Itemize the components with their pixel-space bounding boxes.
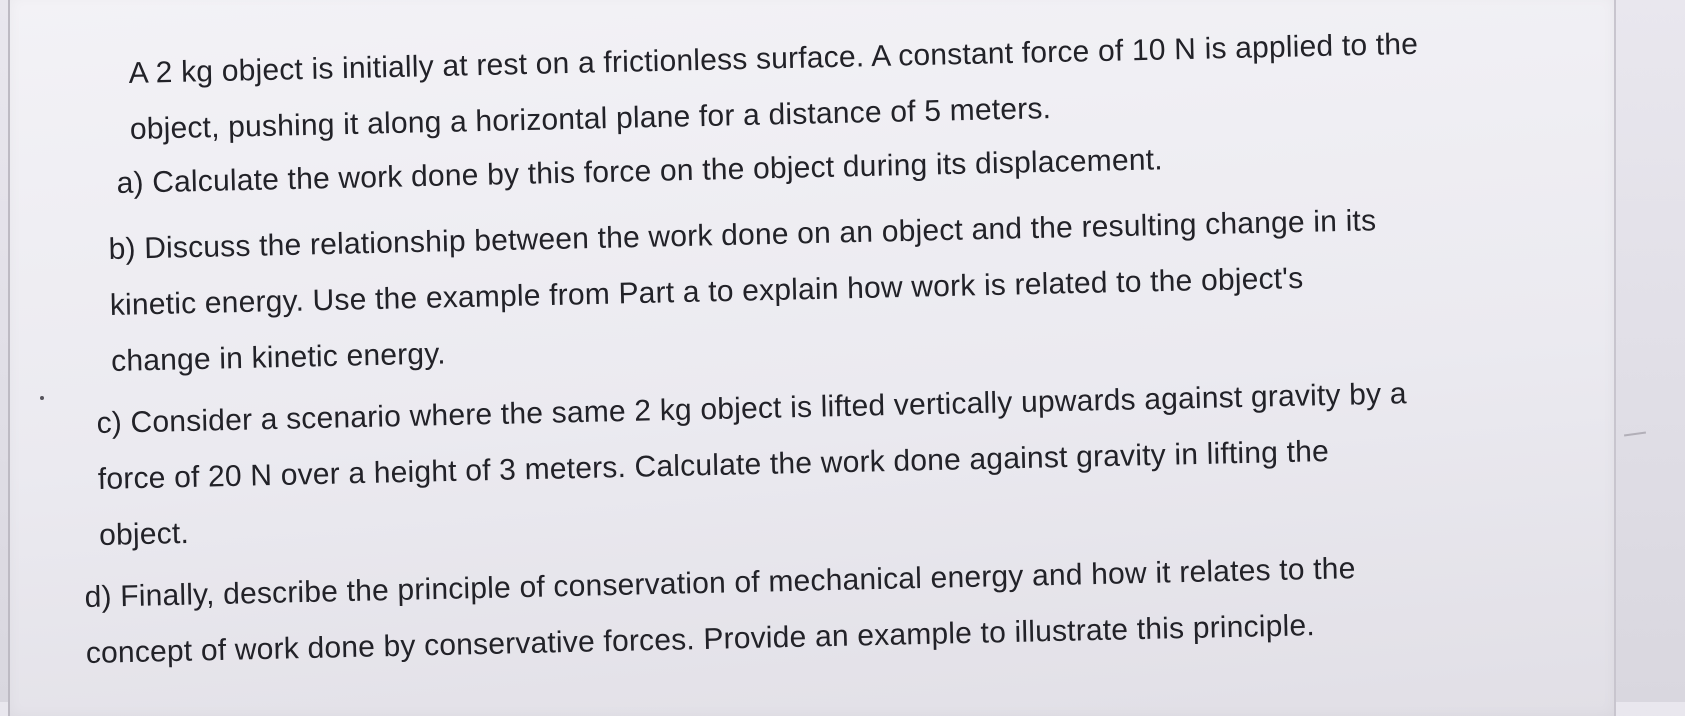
intro-line-2: object, pushing it along a horizontal plane for a distance of 5 meters. (129, 92, 1052, 146)
margin-dot (40, 396, 44, 400)
part-c-line-2: force of 20 N over a height of 3 meters. Calculate the work done against gravity in lifting the (97, 435, 1330, 496)
right-edge-tick-mark (1624, 431, 1646, 436)
part-d-line-2: concept of work done by conservative forces. Provide an example to illustrate this principle. (85, 609, 1316, 670)
problem-intro (128, 17, 1420, 158)
part-d-line-1: d) Finally, describe the principle of conservation of mechanical energy and how it relates to the (84, 552, 1356, 614)
part-c-line-1: c) Consider a scenario where the same 2 kg object is lifted vertically upwards against gravity by a (96, 377, 1408, 440)
part-b-line-2: kinetic energy. Use the example from Part a to explain how work is related to the object's (109, 261, 1304, 322)
part-b (108, 193, 1379, 390)
part-a-line-1: a) Calculate the work done by this force on the object during its displacement. (116, 143, 1164, 200)
part-b-line-3: change in kinetic energy. (110, 337, 447, 378)
intro-line-1: A 2 kg object is initially at rest on a frictionless surface. A constant force of 10 N is applied to the (128, 27, 1419, 90)
part-c-line-3: object. (98, 516, 190, 552)
part-d (84, 541, 1357, 682)
part-b-line-1: b) Discuss the relationship between the work done on an object and the resulting change in its (108, 204, 1377, 266)
part-c (96, 366, 1410, 564)
